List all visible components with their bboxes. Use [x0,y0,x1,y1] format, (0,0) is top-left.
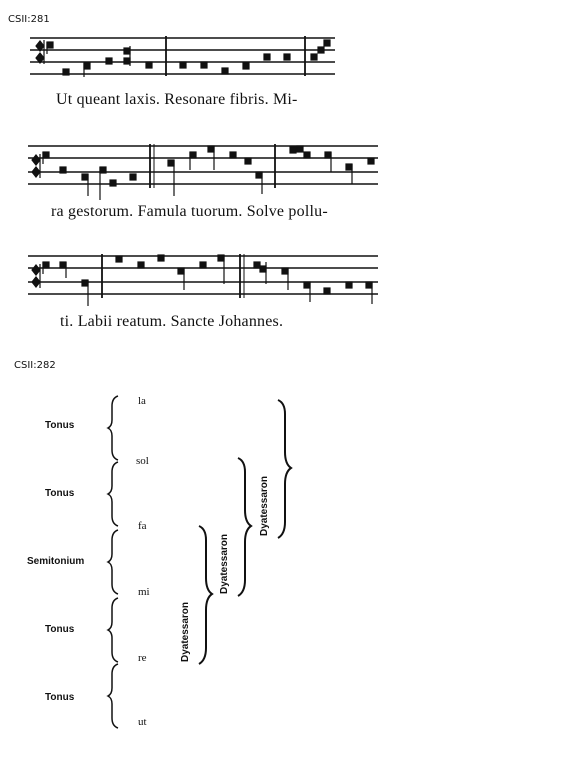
dyatessaron-label-3: Dyatessaron [259,475,270,536]
figure-reference-281: CSII:281 [8,14,50,25]
right-braces [199,400,291,664]
syllable-mi: mi [138,586,150,598]
interval-label-3: Semitonium [27,556,85,567]
interval-label-1: Tonus [45,420,75,431]
lyric-line-1: Ut queant laxis. Resonare fibris. Mi- [56,91,298,108]
interval-label-4: Tonus [45,624,75,635]
syllable-sol: sol [136,455,149,467]
lyric-line-3: ti. Labii reatum. Sancte Johannes. [60,313,284,330]
syllable-fa: fa [138,520,147,532]
dyatessaron-label-1: Dyatessaron [180,601,191,662]
syllable-la: la [138,395,146,407]
interval-label-5: Tonus [45,692,75,703]
syllable-re: re [138,652,147,664]
dyatessaron-label-2: Dyatessaron [219,533,230,594]
interval-label-2: Tonus [45,488,75,499]
lyric-line-2: ra gestorum. Famula tuorum. Solve pollu- [51,203,328,220]
figure-reference-282: CSII:282 [14,360,56,371]
left-braces [108,396,118,728]
syllable-ut: ut [138,716,147,728]
